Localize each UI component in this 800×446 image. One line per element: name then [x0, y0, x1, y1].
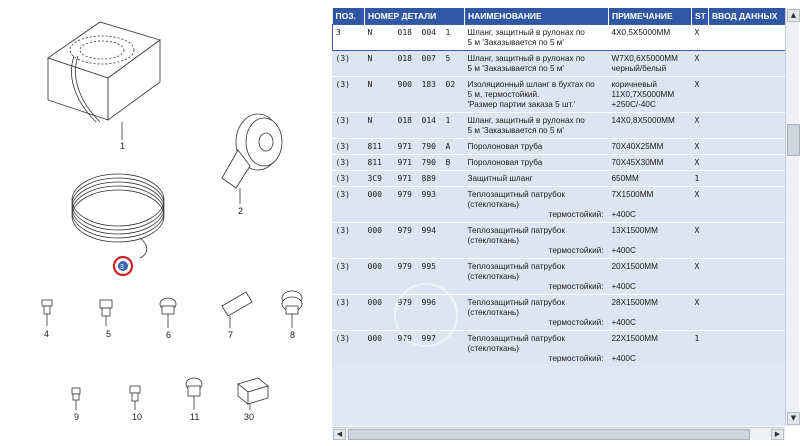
cell-part-number — [365, 171, 465, 187]
cell-st: X — [692, 113, 709, 139]
cell-description — [465, 331, 609, 367]
part-number-segment: 979 — [397, 298, 412, 307]
attribute-label: термостойкий: — [548, 318, 604, 327]
part-number-segment: 979 — [397, 334, 412, 343]
parts-list-viewport[interactable] — [332, 8, 785, 426]
part-1-hose-in-box[interactable] — [48, 22, 160, 140]
cell-position: (3) — [333, 259, 365, 295]
part-number-segment: 979 — [397, 262, 412, 271]
part-number-segment: 996 — [421, 298, 436, 307]
attribute-label: термостойкий: — [548, 210, 604, 219]
description-line: 5 м 'Заказывается по 5 м' — [467, 38, 564, 47]
parts-list-panel — [330, 0, 800, 446]
cell-note — [609, 51, 692, 77]
cell-input[interactable] — [709, 77, 786, 113]
cell-input[interactable] — [709, 171, 786, 187]
cell-part-number — [365, 139, 465, 155]
cell-part-number — [365, 259, 465, 295]
table-row[interactable] — [333, 77, 786, 113]
label-1: 1 — [120, 141, 126, 151]
table-row[interactable] — [333, 171, 786, 187]
note-line: 28X1500MM — [611, 298, 658, 307]
part-number-segment: 000 — [367, 262, 382, 271]
cell-note — [609, 187, 692, 223]
cell-position: (3) — [333, 51, 365, 77]
label-30: 30 — [244, 412, 255, 422]
part-number-segment: 5 — [445, 54, 451, 63]
cell-st: X — [692, 259, 709, 295]
note-line: +400C — [611, 210, 636, 219]
cell-st: X — [692, 155, 709, 171]
part-number-segment: 790 — [421, 158, 436, 167]
description-line: (стеклоткань) — [467, 200, 520, 209]
cell-description — [465, 223, 609, 259]
cell-note — [609, 223, 692, 259]
cell-position: (3) — [333, 223, 365, 259]
cell-part-number — [365, 223, 465, 259]
cell-description — [465, 259, 609, 295]
description-line: 5 м 'Заказывается по 5 м' — [467, 126, 564, 135]
cell-input[interactable] — [709, 223, 786, 259]
part-number-segment: 000 — [367, 298, 382, 307]
parts-illustration — [0, 0, 330, 446]
label-5: 5 — [106, 329, 112, 339]
scroll-right-arrow-icon[interactable]: ▶ — [771, 429, 784, 440]
cell-position: (3) — [333, 295, 365, 331]
note-line — [612, 236, 689, 246]
description-line: Теплозащитный патрубок — [467, 226, 566, 235]
part-number-segment: 018 — [397, 28, 412, 37]
cell-position: (3) — [333, 139, 365, 155]
part-10-plug[interactable] — [130, 386, 140, 410]
table-row[interactable] — [333, 259, 786, 295]
note-line — [612, 272, 689, 282]
part-number-segment: 007 — [421, 54, 436, 63]
cell-position: (3) — [333, 155, 365, 171]
scroll-left-arrow-icon[interactable]: ◀ — [333, 429, 346, 440]
part-number-segment: 183 — [421, 80, 436, 89]
description-line: (стеклоткань) — [467, 236, 520, 245]
description-line: 5 м, термостойкий. — [467, 90, 540, 99]
note-line: 70X40X25MM — [611, 142, 664, 151]
part-number-segment: 1 — [445, 28, 451, 37]
part-number-segment: 900 — [397, 80, 412, 89]
cell-st: X — [692, 223, 709, 259]
cell-note — [609, 113, 692, 139]
note-line: 4X0,5X5000MM — [611, 28, 671, 37]
cell-input[interactable] — [709, 113, 786, 139]
table-row[interactable] — [333, 187, 786, 223]
part-number-segment: 994 — [421, 226, 436, 235]
description-line: Защитный шланг — [467, 174, 533, 183]
vertical-scroll-thumb[interactable] — [787, 124, 800, 156]
note-line: +400C — [611, 246, 636, 255]
cell-st: X — [692, 187, 709, 223]
part-30-clip[interactable] — [238, 378, 268, 410]
cell-st: X — [692, 139, 709, 155]
cell-st: X — [692, 51, 709, 77]
note-line — [612, 200, 689, 210]
description-line: (стеклоткань) — [467, 344, 520, 353]
cell-description — [465, 187, 609, 223]
part-6-grommet[interactable] — [160, 298, 176, 328]
label-3: 3 — [120, 264, 124, 271]
horizontal-scroll-thumb[interactable] — [348, 429, 750, 440]
part-9-plug[interactable] — [72, 388, 80, 410]
description-line: Изоляционный шланг в бухтах по — [467, 80, 595, 89]
cell-st: X — [692, 25, 709, 51]
part-number-segment: 004 — [421, 28, 436, 37]
note-line: черный/белый — [611, 64, 667, 73]
cell-part-number — [365, 331, 465, 367]
note-line: +250C/-40C — [611, 100, 656, 109]
label-4: 4 — [44, 329, 50, 339]
cell-st: X — [692, 77, 709, 113]
cell-note — [609, 139, 692, 155]
part-number-segment: 995 — [421, 262, 436, 271]
cell-note — [609, 331, 692, 367]
part-number-segment: 979 — [397, 226, 412, 235]
parts-table — [332, 8, 785, 366]
cell-part-number — [365, 187, 465, 223]
cell-note — [609, 171, 692, 187]
cell-note — [609, 77, 692, 113]
cell-description — [465, 155, 609, 171]
part-number-segment: 02 — [445, 80, 456, 89]
note-line: 70X45X30MM — [611, 158, 664, 167]
cell-description — [465, 295, 609, 331]
cell-description — [465, 25, 609, 51]
cell-st: 1 — [692, 171, 709, 187]
description-line: Поролоновая труба — [467, 158, 543, 167]
table-row[interactable] — [333, 25, 786, 51]
cell-input[interactable] — [709, 295, 786, 331]
part-number-segment: N — [367, 116, 373, 125]
part-number-segment: 811 — [367, 158, 382, 167]
part-number-segment: 811 — [367, 142, 382, 151]
part-number-segment: A — [445, 142, 451, 151]
cell-position: (3) — [333, 113, 365, 139]
col-header-st[interactable]: ST — [692, 8, 709, 25]
attribute-label: термостойкий: — [548, 246, 604, 255]
part-number-segment: N — [367, 80, 373, 89]
part-number-segment: 3C9 — [367, 174, 382, 183]
part-number-segment: 971 — [397, 142, 412, 151]
attribute-label: термостойкий: — [548, 282, 604, 291]
col-header-note[interactable]: ПРИМЕЧАНИЕ — [609, 8, 692, 25]
table-header-row — [333, 8, 786, 25]
part-7-connector[interactable] — [222, 292, 252, 328]
part-number-segment: 014 — [421, 116, 436, 125]
note-line: 11X0,7X5000MM — [611, 90, 675, 99]
cell-input[interactable] — [709, 139, 786, 155]
note-line: +400C — [611, 354, 636, 363]
horizontal-scrollbar[interactable] — [332, 427, 785, 440]
description-line: Теплозащитный патрубок — [467, 298, 566, 307]
part-11-grommet[interactable] — [186, 378, 202, 410]
note-line: +400C — [611, 318, 636, 327]
table-row[interactable] — [333, 331, 786, 367]
label-7: 7 — [228, 330, 234, 340]
cell-description — [465, 77, 609, 113]
table-row[interactable] — [333, 223, 786, 259]
cell-input[interactable] — [709, 25, 786, 51]
label-10: 10 — [132, 412, 143, 422]
cell-part-number — [365, 113, 465, 139]
part-number-segment: 000 — [367, 334, 382, 343]
label-11: 11 — [190, 412, 200, 422]
cell-position: (3) — [333, 187, 365, 223]
cell-part-number — [365, 77, 465, 113]
note-line — [612, 344, 689, 354]
description-line: Теплозащитный патрубок — [467, 334, 566, 343]
note-line: 650MM — [611, 174, 639, 183]
cell-note — [609, 259, 692, 295]
part-number-segment: 000 — [367, 226, 382, 235]
cell-position: (3) — [333, 77, 365, 113]
cell-note — [609, 155, 692, 171]
table-row[interactable] — [333, 155, 786, 171]
note-line: 20X1500MM — [611, 262, 658, 271]
part-number-segment: 018 — [397, 54, 412, 63]
part-2-tape-roll[interactable] — [222, 114, 282, 204]
part-number-segment: 000 — [367, 190, 382, 199]
table-row[interactable] — [333, 139, 786, 155]
cell-part-number — [365, 295, 465, 331]
label-6: 6 — [166, 330, 172, 340]
description-line: 'Размер партии заказа 5 шт.' — [467, 100, 576, 109]
cell-input[interactable] — [709, 187, 786, 223]
col-header-pos[interactable]: ПОЗ. — [333, 8, 365, 25]
table-row[interactable] — [333, 113, 786, 139]
part-5-plug[interactable] — [100, 300, 112, 326]
description-line: Поролоновая труба — [467, 142, 543, 151]
part-number-segment: 979 — [397, 190, 412, 199]
col-header-input[interactable]: ВВОД ДАННЫХ — [709, 8, 786, 25]
label-8: 8 — [290, 330, 296, 340]
part-number-segment: 997 — [421, 334, 436, 343]
part-number-segment: 889 — [421, 174, 436, 183]
part-number-segment: 971 — [397, 174, 412, 183]
cell-input[interactable] — [709, 259, 786, 295]
col-header-name[interactable]: НАИМЕНОВАНИЕ — [465, 8, 609, 25]
part-number-segment: 993 — [421, 190, 436, 199]
label-9: 9 — [74, 412, 80, 422]
description-line: (стеклоткань) — [467, 308, 520, 317]
note-line: 14X0,8X5000MM — [611, 116, 675, 125]
attribute-label: термостойкий: — [548, 354, 604, 363]
cell-note — [609, 25, 692, 51]
note-line: W7X0,6X5000MM — [611, 54, 678, 63]
illustration-drawing — [0, 0, 330, 446]
part-number-segment: 971 — [397, 158, 412, 167]
table-row[interactable] — [333, 51, 786, 77]
note-line: 22X1500MM — [611, 334, 658, 343]
part-number-segment: 018 — [397, 116, 412, 125]
cell-position: (3) — [333, 171, 365, 187]
description-line: Теплозащитный патрубок — [467, 190, 566, 199]
note-line: коричневый — [611, 80, 658, 89]
vertical-scrollbar[interactable] — [785, 8, 799, 426]
cell-input[interactable] — [709, 331, 786, 367]
note-line: +400C — [611, 282, 636, 291]
note-line — [612, 308, 689, 318]
label-2: 2 — [238, 206, 244, 216]
cell-part-number — [365, 155, 465, 171]
cell-description — [465, 51, 609, 77]
cell-st: X — [692, 295, 709, 331]
cell-st: 1 — [692, 331, 709, 367]
part-4-plug[interactable] — [42, 300, 52, 326]
description-line: 5 м 'Заказывается по 5 м' — [467, 64, 564, 73]
cell-part-number — [365, 25, 465, 51]
cell-input[interactable] — [709, 155, 786, 171]
note-line: 13X1500MM — [611, 226, 658, 235]
col-header-part-no[interactable]: НОМЕР ДЕТАЛИ — [365, 8, 465, 25]
note-line: 7X1500MM — [611, 190, 654, 199]
part-8-grommet[interactable] — [282, 291, 302, 328]
cell-description — [465, 113, 609, 139]
cell-note — [609, 295, 692, 331]
description-line: Шланг, защитный в рулонах по — [467, 116, 585, 125]
part-number-segment: B — [445, 158, 451, 167]
scroll-up-arrow-icon[interactable]: ▲ — [787, 9, 800, 22]
part-number-segment: N — [367, 54, 373, 63]
part-number-segment: 790 — [421, 142, 436, 151]
cell-part-number — [365, 51, 465, 77]
description-line: Шланг, защитный в рулонах по — [467, 54, 585, 63]
part-number-segment: N — [367, 28, 373, 37]
description-line: Теплозащитный патрубок — [467, 262, 566, 271]
scroll-down-arrow-icon[interactable]: ▼ — [787, 412, 800, 425]
cell-position: (3) — [333, 331, 365, 367]
cell-description — [465, 139, 609, 155]
part-3-coiled-hose[interactable] — [72, 174, 164, 258]
description-line: (стеклоткань) — [467, 272, 520, 281]
description-line: Шланг, защитный в рулонах по — [467, 28, 585, 37]
table-row[interactable] — [333, 295, 786, 331]
cell-position: 3 — [333, 25, 365, 51]
cell-description — [465, 171, 609, 187]
part-number-segment: 1 — [445, 116, 451, 125]
cell-input[interactable] — [709, 51, 786, 77]
